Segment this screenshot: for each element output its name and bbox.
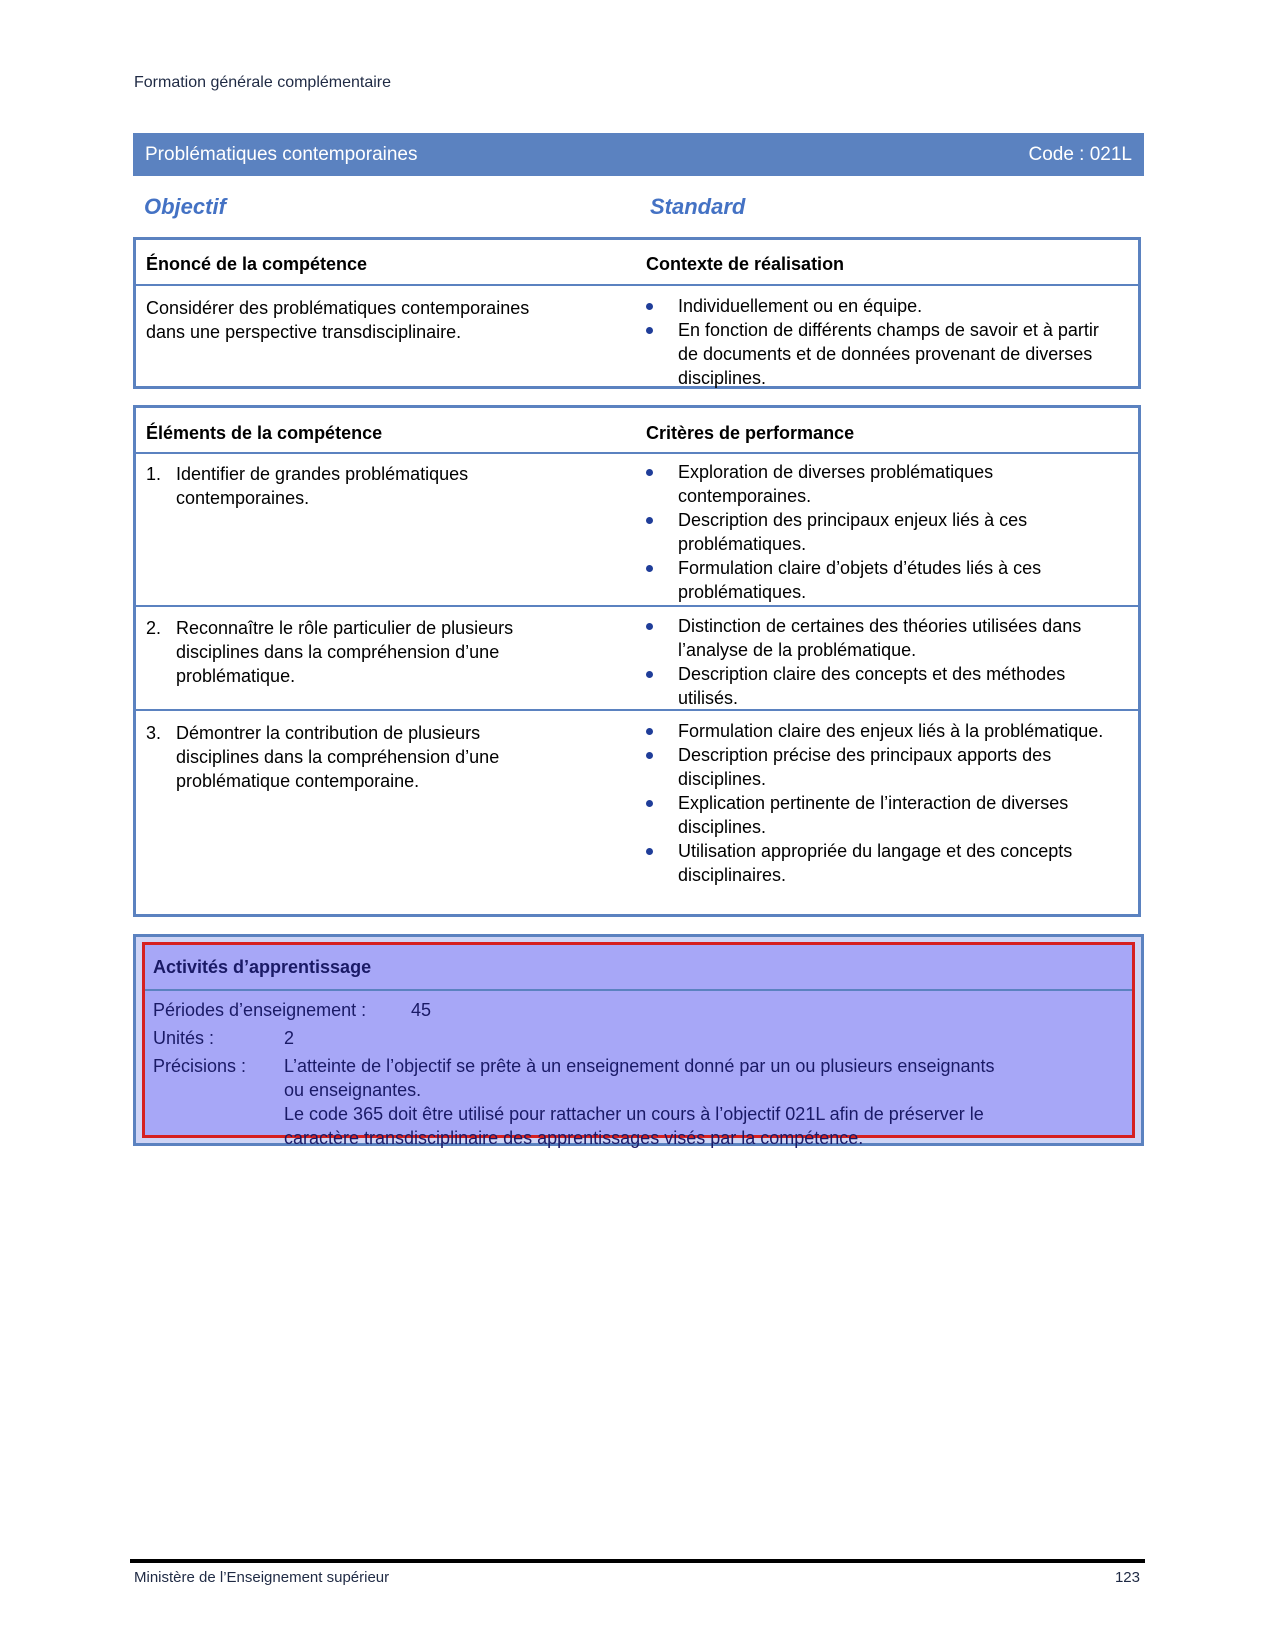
statement-line: Considérer des problématiques contemporaines xyxy=(146,298,530,318)
divider xyxy=(136,605,1138,607)
context-item: En fonction de différents champs de savoir et à partir de documents et de données provenant de diverses disciplines. xyxy=(641,318,1111,390)
criteria-list-1 xyxy=(641,460,1111,604)
footer-ministry: Ministère de l’Enseignement supérieur xyxy=(134,1569,390,1586)
context-header: Contexte de réalisation xyxy=(646,254,845,274)
objective-heading: Objectif xyxy=(144,194,226,219)
divider xyxy=(136,709,1138,711)
periods-value: 45 xyxy=(411,1000,432,1020)
periods-label: Périodes d’enseignement : xyxy=(153,1000,367,1020)
criterion: Distinction de certaines des théories utilisées dans l’analyse de la problématique. xyxy=(641,614,1111,662)
criterion: Formulation claire d’objets d’études liés à ces problématiques. xyxy=(641,556,1111,604)
context-list xyxy=(641,294,1111,390)
element-text: Démontrer la contribution de plusieurs disciplines dans la compréhension d’une problématique contemporaine. xyxy=(176,723,500,791)
criterion: Description claire des concepts et des méthodes utilisés. xyxy=(641,662,1111,710)
page-title: Problématiques contemporaines xyxy=(145,143,418,165)
learning-activities-title: Activités d’apprentissage xyxy=(153,957,372,977)
column-headings xyxy=(144,194,1144,222)
units-label: Unités : xyxy=(153,1028,215,1048)
criterion: Description des principaux enjeux liés à ces problématiques. xyxy=(641,508,1111,556)
units-value: 2 xyxy=(284,1028,295,1048)
criterion: Exploration de diverses problématiques contemporaines. xyxy=(641,460,1111,508)
element-number: 2. xyxy=(146,618,162,638)
divider xyxy=(136,452,1138,454)
objective-code: Code : 021L xyxy=(1028,143,1132,165)
details-text xyxy=(284,1054,1134,1150)
divider xyxy=(136,284,1138,286)
element-number: 1. xyxy=(146,464,162,484)
criteria-list-2 xyxy=(641,614,1111,710)
standard-heading: Standard xyxy=(650,194,746,219)
criterion: Formulation claire des enjeux liés à la problématique. xyxy=(641,719,1111,743)
learning-activities-box xyxy=(133,934,1144,1146)
title-bar xyxy=(133,133,1144,176)
criterion: Utilisation appropriée du langage et des concepts disciplinaires. xyxy=(641,839,1111,887)
criterion: Description précise des principaux apports des disciplines. xyxy=(641,743,1111,791)
element-text: Identifier de grandes problématiques contemporaines. xyxy=(176,464,469,508)
details-line: caractère transdisciplinaire des apprentissages visés par la compétence. xyxy=(284,1128,864,1148)
learning-activities-panel xyxy=(142,942,1135,1148)
elements-box xyxy=(133,405,1141,917)
competence-statement-header: Énoncé de la compétence xyxy=(146,254,368,274)
page-number: 123 xyxy=(1114,1569,1140,1586)
competence-statement xyxy=(146,296,606,344)
details-line: L’atteinte de l’objectif se prête à un enseignement donné par un ou plusieurs enseignants xyxy=(284,1056,995,1076)
footer-rule xyxy=(130,1559,1145,1563)
criteria-list-3 xyxy=(641,719,1111,887)
elements-header: Éléments de la compétence xyxy=(146,423,383,443)
criterion: Explication pertinente de l’interaction de diverses disciplines. xyxy=(641,791,1111,839)
details-line: ou enseignantes. xyxy=(284,1080,422,1100)
running-header: Formation générale complémentaire xyxy=(134,74,392,91)
element-row-1 xyxy=(146,462,546,510)
details-line: Le code 365 doit être utilisé pour rattacher un cours à l’objectif 021L afin de préserver le xyxy=(284,1104,984,1124)
details-label: Précisions : xyxy=(153,1056,247,1076)
element-row-3 xyxy=(146,721,546,793)
competence-box xyxy=(133,237,1141,389)
context-item: Individuellement ou en équipe. xyxy=(641,294,1111,318)
statement-line: dans une perspective transdisciplinaire. xyxy=(146,322,462,342)
element-text: Reconnaître le rôle particulier de plusieurs disciplines dans la compréhension d’une problématique. xyxy=(176,618,514,686)
criteria-header: Critères de performance xyxy=(646,423,855,443)
element-number: 3. xyxy=(146,723,162,743)
element-row-2 xyxy=(146,616,546,688)
divider xyxy=(145,989,1132,991)
